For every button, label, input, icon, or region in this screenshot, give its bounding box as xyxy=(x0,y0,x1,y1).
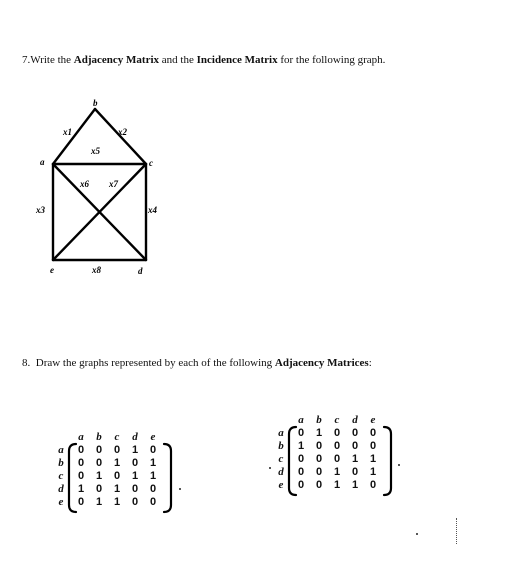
matrix-cell: 0 xyxy=(149,444,157,456)
row-label-c: c xyxy=(58,470,64,482)
matrix-cell: 0 xyxy=(351,466,359,478)
edge-label-x3: x3 xyxy=(36,205,45,215)
matrix-cell: 0 xyxy=(369,479,377,491)
matrix-cell: 0 xyxy=(131,483,139,495)
matrix-cell: 0 xyxy=(315,466,323,478)
matrix-cell: 1 xyxy=(333,466,341,478)
matrix-cell: 1 xyxy=(77,483,85,495)
question-7-text-c: for the following graph. xyxy=(277,54,386,66)
vertex-label-a: a xyxy=(40,157,45,167)
matrix-cell: 1 xyxy=(95,470,103,482)
matrix-cell: 1 xyxy=(315,427,323,439)
edge-label-x2: x2 xyxy=(118,127,127,137)
matrix-left-bracket xyxy=(288,426,298,496)
matrix-cell: 1 xyxy=(149,457,157,469)
matrix-cell: 0 xyxy=(113,470,121,482)
matrix-cell: 0 xyxy=(77,444,85,456)
col-label-e: e xyxy=(150,431,156,443)
vertex-label-d: d xyxy=(138,266,143,276)
row-label-e: e xyxy=(278,479,284,491)
matrix-cell: 0 xyxy=(131,496,139,508)
row-label-d: d xyxy=(58,483,64,495)
matrix-cell: 1 xyxy=(369,453,377,465)
row-label-c: c xyxy=(278,453,284,465)
matrix-right-bracket xyxy=(382,426,392,496)
question-7 xyxy=(22,54,385,66)
matrix-cell: 1 xyxy=(131,470,139,482)
question-7-number: 7. xyxy=(22,54,31,66)
row-label-b: b xyxy=(278,440,284,452)
matrix-cell: 1 xyxy=(113,483,121,495)
question-8-colon: : xyxy=(368,357,372,369)
matrix-cell: 0 xyxy=(369,427,377,439)
matrix-cell: 1 xyxy=(351,453,359,465)
matrix-cell: 0 xyxy=(351,427,359,439)
matrix-cell: 0 xyxy=(333,440,341,452)
matrix-cell: 0 xyxy=(297,427,305,439)
question-8 xyxy=(22,357,372,369)
matrix-cell: 0 xyxy=(77,470,85,482)
vertex-label-c: c xyxy=(149,158,153,168)
col-label-e: e xyxy=(370,414,376,426)
row-label-d: d xyxy=(278,466,284,478)
matrix-left-bracket xyxy=(68,443,78,513)
graph-question-7 xyxy=(20,92,200,292)
matrix-cell: 0 xyxy=(95,483,103,495)
matrix-cell: 1 xyxy=(131,444,139,456)
matrix-cell: 0 xyxy=(297,479,305,491)
matrix-cell: 1 xyxy=(297,440,305,452)
matrix-cell: 0 xyxy=(333,453,341,465)
edge-label-x5: x5 xyxy=(91,146,100,156)
vertex-label-e: e xyxy=(50,265,54,275)
row-label-e: e xyxy=(58,496,64,508)
question-7-bold-adjacency: Adjacency Matrix xyxy=(73,54,160,66)
edge-x1 xyxy=(53,109,95,164)
row-label-a: a xyxy=(58,444,64,456)
row-label-b: b xyxy=(58,457,64,469)
question-8-text: Draw the graphs represented by each of the following xyxy=(35,357,275,369)
matrix-cell: 1 xyxy=(95,496,103,508)
matrix-cell: 0 xyxy=(149,496,157,508)
edge-label-x8: x8 xyxy=(92,265,101,275)
stray-dot xyxy=(416,533,418,535)
col-label-b: b xyxy=(96,431,102,443)
matrix-cell: 0 xyxy=(351,440,359,452)
matrix-cell: 1 xyxy=(333,479,341,491)
col-label-c: c xyxy=(334,414,340,426)
page-edge-mark xyxy=(456,518,459,544)
matrix-cell: 0 xyxy=(77,496,85,508)
period-dot xyxy=(398,464,400,466)
matrix-right-bracket xyxy=(162,443,172,513)
period-dot xyxy=(179,488,181,490)
col-label-c: c xyxy=(114,431,120,443)
matrix-cell: 0 xyxy=(95,457,103,469)
matrix-cell: 1 xyxy=(149,470,157,482)
edge-label-x4: x4 xyxy=(148,205,157,215)
matrix-cell: 1 xyxy=(369,466,377,478)
matrix-cell: 1 xyxy=(113,496,121,508)
question-8-bold-adjacency: Adjacency Matrices xyxy=(274,357,369,369)
matrix-cell: 0 xyxy=(297,466,305,478)
matrix-cell: 0 xyxy=(315,440,323,452)
matrix-cell: 0 xyxy=(333,427,341,439)
matrix-cell: 1 xyxy=(113,457,121,469)
col-label-d: d xyxy=(132,431,138,443)
col-label-a: a xyxy=(78,431,84,443)
matrix-cell: 0 xyxy=(149,483,157,495)
matrix-cell: 0 xyxy=(95,444,103,456)
matrix-cell: 0 xyxy=(315,479,323,491)
question-7-bold-incidence: Incidence Matrix xyxy=(196,54,278,66)
matrix-cell: 0 xyxy=(315,453,323,465)
vertex-label-b: b xyxy=(93,98,98,108)
row-label-a: a xyxy=(278,427,284,439)
matrix-cell: 1 xyxy=(351,479,359,491)
edge-label-x7: x7 xyxy=(109,179,118,189)
question-7-text-a: Write the xyxy=(30,54,74,66)
question-8-number: 8. xyxy=(22,357,31,369)
matrix-cell: 0 xyxy=(297,453,305,465)
col-label-b: b xyxy=(316,414,322,426)
matrix-cell: 0 xyxy=(131,457,139,469)
matrix-cell: 0 xyxy=(369,440,377,452)
col-label-d: d xyxy=(352,414,358,426)
edge-label-x1: x1 xyxy=(63,127,72,137)
matrix-cell: 0 xyxy=(77,457,85,469)
question-7-text-b: and the xyxy=(159,54,197,66)
col-label-a: a xyxy=(298,414,304,426)
stray-dot xyxy=(269,467,271,469)
edge-label-x6: x6 xyxy=(80,179,89,189)
matrix-cell: 0 xyxy=(113,444,121,456)
